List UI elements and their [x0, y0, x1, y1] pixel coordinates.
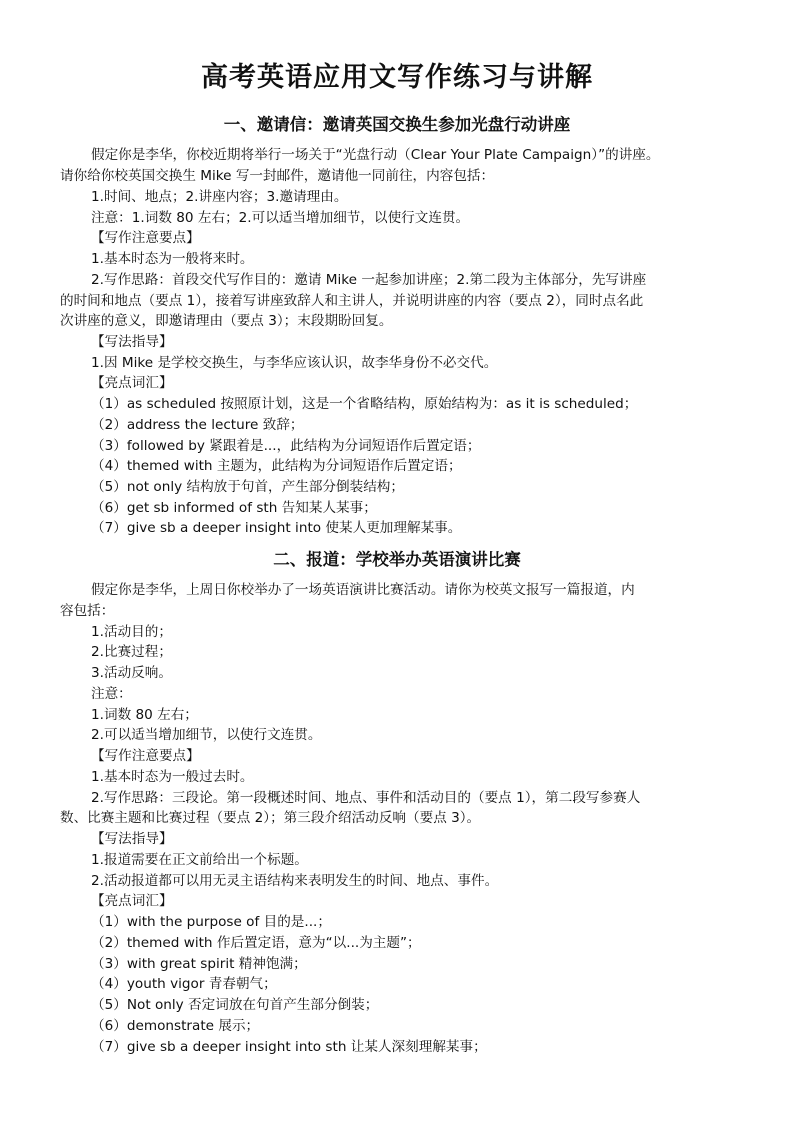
section-2-line: 2.活动报道都可以用无灵主语结构来表明发生的时间、地点、事件。 — [91, 873, 499, 889]
section-2-line: 2.比赛过程； — [91, 644, 172, 660]
document-title: 高考英语应用文写作练习与讲解 — [201, 62, 593, 93]
section-2-line: 【写法指导】 — [91, 831, 173, 847]
section-1-line: 1.因 Mike 是学校交换生，与李华应该认识，故李华身份不必交代。 — [91, 355, 498, 371]
section-2-line: 容包括： — [60, 603, 115, 619]
section-2-line: 注意： — [91, 686, 132, 702]
section-2-line: 【写作注意要点】 — [91, 748, 200, 764]
section-2-line: 1.基本时态为一般过去时。 — [91, 769, 254, 785]
section-2-heading: 二、报道：学校举办英语演讲比赛 — [273, 550, 521, 569]
section-1-line: （7）give sb a deeper insight into 使某人更加理解某事。 — [91, 520, 462, 536]
section-1-line: （6）get sb informed of sth 告知某人某事； — [91, 500, 377, 516]
section-2-line: （2）themed with 作后置定语，意为“以...为主题”； — [91, 935, 421, 951]
section-1-line: 1.基本时态为一般将来时。 — [91, 251, 254, 267]
section-2-line: （7）give sb a deeper insight into sth 让某人深刻理解某事； — [91, 1039, 487, 1055]
section-1-line: 请你给你校英国交换生 Mike 写一封邮件，邀请他一同前往，内容包括： — [60, 168, 495, 184]
section-1-line: （1）as scheduled 按照原计划，这是一个省略结构，原始结构为：as it is scheduled； — [91, 396, 638, 412]
section-2-line: 数、比赛主题和比赛过程（要点 2）；第三段介绍活动反响（要点 3）。 — [60, 810, 481, 826]
section-2-line: 假定你是李华，上周日你校举办了一场英语演讲比赛活动。请你为校英文报写一篇报道，内 — [91, 582, 635, 598]
section-2-line: （3）with great spirit 精神饱满； — [91, 956, 307, 972]
section-2-line: （4）youth vigor 青春朝气； — [91, 976, 277, 992]
section-1-line: 注意：1.词数 80 左右；2.可以适当增加细节，以使行文连贯。 — [91, 210, 470, 226]
section-1-line: 1.时间、地点；2.讲座内容；3.邀请理由。 — [91, 189, 348, 205]
section-2-line: （6）demonstrate 展示； — [91, 1018, 260, 1034]
section-2-line: 3.活动反响。 — [91, 665, 172, 681]
section-1-line: 2.写作思路：首段交代写作目的：邀请 Mike 一起参加讲座；2.第二段为主体部分，先写讲座 — [91, 272, 647, 288]
section-2-line: 【亮点词汇】 — [91, 893, 173, 909]
section-1-line: （3）followed by 紧跟着是...，此结构为分词短语作后置定语； — [91, 438, 481, 454]
section-2-line: （1）with the purpose of 目的是...； — [91, 914, 331, 930]
section-1-heading: 一、邀请信：邀请英国交换生参加光盘行动讲座 — [223, 115, 571, 134]
section-1-line: 【写作注意要点】 — [91, 230, 200, 246]
section-2-line: 1.活动目的； — [91, 624, 172, 640]
section-1-line: 的时间和地点（要点 1），接着写讲座致辞人和主讲人，并说明讲座的内容（要点 2），同时点名此 — [60, 293, 644, 309]
section-1-line: 次讲座的意义，即邀请理由（要点 3）；末段期盼回复。 — [60, 313, 393, 329]
section-2-line: 2.写作思路：三段论。第一段概述时间、地点、事件和活动目的（要点 1），第二段写参赛人 — [91, 790, 641, 806]
section-1-line: 【亮点词汇】 — [91, 375, 173, 391]
section-1-line: （4）themed with 主题为，此结构为分词短语作后置定语； — [91, 458, 462, 474]
section-1-line: 【写法指导】 — [91, 334, 173, 350]
section-1-line: （5）not only 结构放于句首，产生部分倒装结构； — [91, 479, 404, 495]
section-2-line: 1.词数 80 左右； — [91, 707, 198, 723]
section-2-line: 2.可以适当增加细节，以使行文连贯。 — [91, 727, 322, 743]
section-2-line: 1.报道需要在正文前给出一个标题。 — [91, 852, 308, 868]
section-1-line: 假定你是李华，你校近期将举行一场关于“光盘行动（Clear Your Plate Campaign）”的讲座。 — [91, 147, 660, 163]
section-1-line: （2）address the lecture 致辞； — [91, 417, 304, 433]
section-2-line: （5）Not only 否定词放在句首产生部分倒装； — [91, 997, 379, 1013]
